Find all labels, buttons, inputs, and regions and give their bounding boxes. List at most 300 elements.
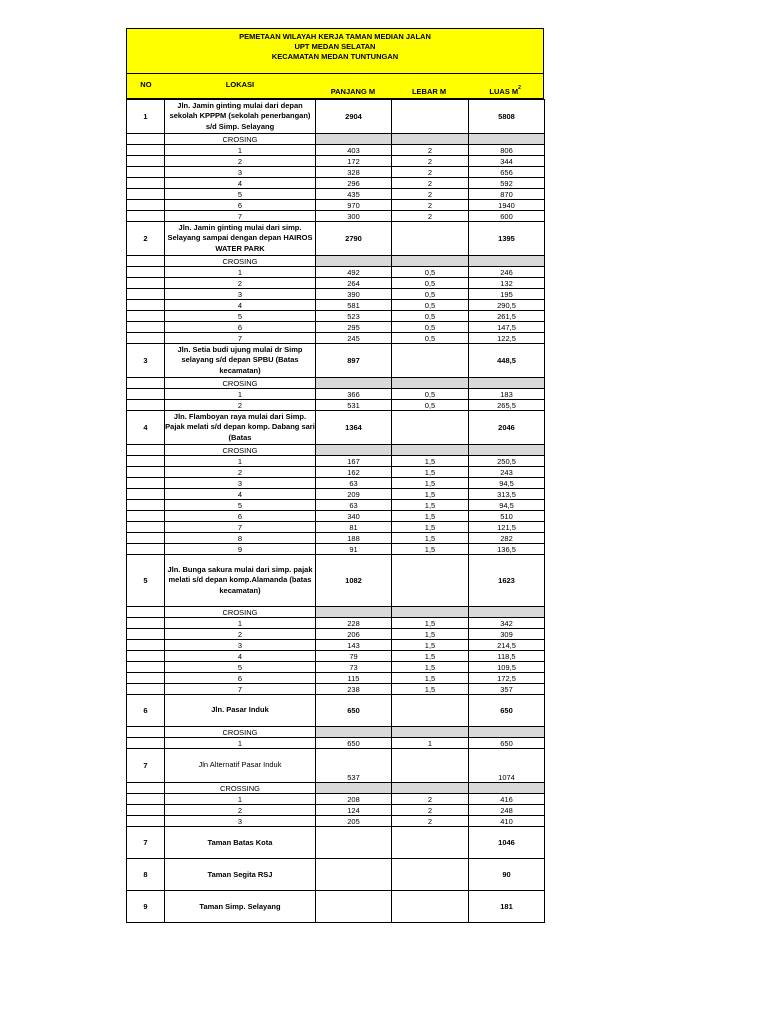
crossing-row-blank <box>127 673 165 684</box>
crossing-number: 9 <box>165 544 316 555</box>
crossing-number: 2 <box>165 629 316 640</box>
crossing-length: 228 <box>316 618 392 629</box>
crossing-width: 2 <box>392 167 469 178</box>
crossing-row <box>127 145 545 156</box>
header-row <box>126 73 544 99</box>
crossing-area: 246 <box>469 267 545 278</box>
crossing-length: 245 <box>316 333 392 344</box>
crossing-row <box>127 156 545 167</box>
crossing-row <box>127 389 545 400</box>
crossing-shade <box>392 134 469 145</box>
crossing-row <box>127 500 545 511</box>
crossing-row-blank <box>127 544 165 555</box>
crossing-number: 7 <box>165 684 316 695</box>
crossing-area: 147,5 <box>469 322 545 333</box>
header-no: NO <box>140 80 152 89</box>
crossing-blank <box>127 256 165 267</box>
crossing-row <box>127 478 545 489</box>
row-number: 4 <box>127 411 165 445</box>
crossing-row <box>127 167 545 178</box>
crossing-row-blank <box>127 267 165 278</box>
area-value: 448,5 <box>469 344 545 378</box>
crossing-row-blank <box>127 738 165 749</box>
location-name: Jln Alternatif Pasar Induk <box>165 749 316 783</box>
crossing-number: 4 <box>165 178 316 189</box>
crossing-length: 340 <box>316 511 392 522</box>
crossing-row <box>127 300 545 311</box>
crossing-row <box>127 522 545 533</box>
crossing-area: 214,5 <box>469 640 545 651</box>
width-value <box>392 695 469 727</box>
crossing-length: 300 <box>316 211 392 222</box>
crossing-width: 2 <box>392 156 469 167</box>
crossing-row <box>127 805 545 816</box>
crossing-shade <box>469 134 545 145</box>
crossing-row <box>127 278 545 289</box>
crossing-row-blank <box>127 816 165 827</box>
park-row <box>127 891 545 923</box>
crossing-row <box>127 629 545 640</box>
crossing-row-blank <box>127 533 165 544</box>
crossing-row-blank <box>127 322 165 333</box>
crossing-number: 6 <box>165 200 316 211</box>
crossing-row-blank <box>127 651 165 662</box>
crossing-number: 1 <box>165 145 316 156</box>
crossing-row <box>127 322 545 333</box>
crossing-length: 492 <box>316 267 392 278</box>
crossing-header-row <box>127 607 545 618</box>
crossing-number: 2 <box>165 400 316 411</box>
data-table <box>126 99 545 923</box>
area-value: 5808 <box>469 100 545 134</box>
crossing-row <box>127 651 545 662</box>
width-value <box>392 827 469 859</box>
crossing-number: 3 <box>165 478 316 489</box>
crossing-area: 132 <box>469 278 545 289</box>
crossing-length: 296 <box>316 178 392 189</box>
crossing-row-blank <box>127 400 165 411</box>
crossing-area: 282 <box>469 533 545 544</box>
length-value: 650 <box>316 695 392 727</box>
length-value: 2904 <box>316 100 392 134</box>
crossing-blank <box>127 134 165 145</box>
crossing-length: 79 <box>316 651 392 662</box>
crossing-number: 4 <box>165 300 316 311</box>
crossing-width: 0,5 <box>392 289 469 300</box>
crossing-row-blank <box>127 333 165 344</box>
row-number: 9 <box>127 891 165 923</box>
crossing-row <box>127 333 545 344</box>
crossing-width: 0,5 <box>392 311 469 322</box>
width-value <box>392 411 469 445</box>
crossing-width: 2 <box>392 794 469 805</box>
section-main-row <box>127 695 545 727</box>
area-value: 1046 <box>469 827 545 859</box>
crossing-row <box>127 178 545 189</box>
crossing-shade <box>316 727 392 738</box>
spreadsheet <box>126 28 544 923</box>
crossing-width: 1,5 <box>392 478 469 489</box>
row-number: 3 <box>127 344 165 378</box>
crossing-number: 3 <box>165 167 316 178</box>
crossing-width: 1,5 <box>392 500 469 511</box>
crossing-number: 8 <box>165 533 316 544</box>
crossing-area: 410 <box>469 816 545 827</box>
length-value: 897 <box>316 344 392 378</box>
location-name: Taman Simp. Selayang <box>165 891 316 923</box>
crossing-length: 209 <box>316 489 392 500</box>
crossing-area: 94,5 <box>469 478 545 489</box>
crossing-shade <box>392 256 469 267</box>
crossing-row <box>127 489 545 500</box>
park-row <box>127 859 545 891</box>
crossing-number: 1 <box>165 618 316 629</box>
crossing-area: 592 <box>469 178 545 189</box>
crossing-area: 309 <box>469 629 545 640</box>
crossing-number: 1 <box>165 738 316 749</box>
section-main-row <box>127 749 545 783</box>
title-block <box>126 28 544 73</box>
crossing-area: 416 <box>469 794 545 805</box>
crossing-row <box>127 456 545 467</box>
crossing-blank <box>127 783 165 794</box>
park-row <box>127 827 545 859</box>
location-name: Taman Batas Kota <box>165 827 316 859</box>
crossing-row <box>127 211 545 222</box>
section-main-row <box>127 411 545 445</box>
crossing-number: 6 <box>165 322 316 333</box>
crossing-length: 206 <box>316 629 392 640</box>
crossing-shade <box>469 445 545 456</box>
crossing-width: 0,5 <box>392 267 469 278</box>
crossing-row-blank <box>127 200 165 211</box>
crossing-header-row <box>127 783 545 794</box>
section-main-row <box>127 222 545 256</box>
width-value <box>392 891 469 923</box>
crossing-row-blank <box>127 456 165 467</box>
crossing-row <box>127 673 545 684</box>
crossing-length: 435 <box>316 189 392 200</box>
crossing-shade <box>392 607 469 618</box>
width-value <box>392 100 469 134</box>
crossing-row <box>127 662 545 673</box>
location-name: Jln. Setia budi ujung mulai dr Simp selayang s/d depan SPBU (Batas kecamatan) <box>165 344 316 378</box>
crossing-area: 243 <box>469 467 545 478</box>
crossing-shade <box>316 378 392 389</box>
crossing-shade <box>316 134 392 145</box>
crossing-length: 390 <box>316 289 392 300</box>
crossing-blank <box>127 727 165 738</box>
crossing-length: 188 <box>316 533 392 544</box>
length-value: 2790 <box>316 222 392 256</box>
area-value: 650 <box>469 695 545 727</box>
crossing-row-blank <box>127 278 165 289</box>
location-name: Jln. Flamboyan raya mulai dari Simp. Pajak melati s/d depan komp. Dabang sari (Batas <box>165 411 316 445</box>
crossing-blank <box>127 607 165 618</box>
crossing-length: 143 <box>316 640 392 651</box>
row-number: 2 <box>127 222 165 256</box>
crossing-length: 366 <box>316 389 392 400</box>
crossing-area: 656 <box>469 167 545 178</box>
crossing-row <box>127 267 545 278</box>
length-value <box>316 827 392 859</box>
crossing-number: 2 <box>165 156 316 167</box>
crossing-width: 0,5 <box>392 300 469 311</box>
crossing-length: 73 <box>316 662 392 673</box>
crossing-width: 1,5 <box>392 684 469 695</box>
crossing-shade <box>469 256 545 267</box>
crossing-width: 1,5 <box>392 533 469 544</box>
header-lebar: LEBAR M <box>411 87 447 96</box>
crossing-number: 4 <box>165 651 316 662</box>
width-value <box>392 344 469 378</box>
crossing-row-blank <box>127 805 165 816</box>
crossing-shade <box>316 607 392 618</box>
area-value: 90 <box>469 859 545 891</box>
crossing-row <box>127 618 545 629</box>
length-value: 1364 <box>316 411 392 445</box>
crossing-width: 0,5 <box>392 389 469 400</box>
crossing-width: 1,5 <box>392 640 469 651</box>
crossing-area: 650 <box>469 738 545 749</box>
crossing-area: 344 <box>469 156 545 167</box>
crossing-area: 342 <box>469 618 545 629</box>
crossing-row-blank <box>127 311 165 322</box>
crossing-label: CROSING <box>165 378 316 389</box>
section-main-row <box>127 100 545 134</box>
crossing-row-blank <box>127 300 165 311</box>
crossing-number: 3 <box>165 640 316 651</box>
crossing-row-blank <box>127 189 165 200</box>
crossing-area: 183 <box>469 389 545 400</box>
location-name: Jln. Bunga sakura mulai dari simp. pajak melati s/d depan komp.Alamanda (batas kecamatan) <box>165 555 316 607</box>
crossing-width: 1,5 <box>392 651 469 662</box>
location-name: Jln. Jamin ginting mulai dari simp. Selayang sampai dengan depan HAIROS WATER PARK <box>165 222 316 256</box>
crossing-row <box>127 816 545 827</box>
crossing-area: 94,5 <box>469 500 545 511</box>
crossing-length: 172 <box>316 156 392 167</box>
crossing-row <box>127 544 545 555</box>
crossing-number: 2 <box>165 467 316 478</box>
crossing-length: 63 <box>316 500 392 511</box>
area-value: 181 <box>469 891 545 923</box>
crossing-area: 121,5 <box>469 522 545 533</box>
crossing-width: 2 <box>392 178 469 189</box>
location-name: Taman Segita RSJ <box>165 859 316 891</box>
width-value <box>392 859 469 891</box>
crossing-length: 970 <box>316 200 392 211</box>
crossing-length: 115 <box>316 673 392 684</box>
row-number: 7 <box>127 827 165 859</box>
crossing-width: 1,5 <box>392 489 469 500</box>
crossing-row-blank <box>127 145 165 156</box>
crossing-length: 205 <box>316 816 392 827</box>
crossing-header-row <box>127 727 545 738</box>
length-value: 537 <box>316 749 392 783</box>
crossing-area: 600 <box>469 211 545 222</box>
row-number: 7 <box>127 749 165 783</box>
crossing-number: 1 <box>165 389 316 400</box>
crossing-area: 250,5 <box>469 456 545 467</box>
crossing-width: 2 <box>392 816 469 827</box>
crossing-area: 357 <box>469 684 545 695</box>
crossing-label: CROSING <box>165 727 316 738</box>
crossing-number: 5 <box>165 500 316 511</box>
crossing-width: 1,5 <box>392 673 469 684</box>
crossing-number: 5 <box>165 311 316 322</box>
crossing-number: 3 <box>165 289 316 300</box>
crossing-row <box>127 794 545 805</box>
crossing-blank <box>127 378 165 389</box>
crossing-width: 2 <box>392 211 469 222</box>
crossing-row-blank <box>127 467 165 478</box>
crossing-width: 2 <box>392 805 469 816</box>
crossing-row-blank <box>127 389 165 400</box>
crossing-row-blank <box>127 618 165 629</box>
crossing-area: 265,5 <box>469 400 545 411</box>
crossing-area: 122,5 <box>469 333 545 344</box>
crossing-number: 7 <box>165 522 316 533</box>
crossing-row-blank <box>127 489 165 500</box>
crossing-length: 167 <box>316 456 392 467</box>
crossing-row <box>127 738 545 749</box>
crossing-area: 510 <box>469 511 545 522</box>
header-panjang: PANJANG M <box>330 87 376 96</box>
crossing-width: 1,5 <box>392 662 469 673</box>
crossing-row <box>127 511 545 522</box>
crossing-header-row <box>127 134 545 145</box>
crossing-row-blank <box>127 167 165 178</box>
crossing-area: 136,5 <box>469 544 545 555</box>
crossing-length: 581 <box>316 300 392 311</box>
crossing-area: 195 <box>469 289 545 300</box>
crossing-row-blank <box>127 511 165 522</box>
title-line-3: KECAMATAN MEDAN TUNTUNGAN <box>271 52 399 61</box>
crossing-width: 0,5 <box>392 278 469 289</box>
crossing-length: 208 <box>316 794 392 805</box>
location-name: Jln. Jamin ginting mulai dari depan sekolah KPPPM (sekolah penerbangan) s/d Simp. Selayang <box>165 100 316 134</box>
crossing-length: 264 <box>316 278 392 289</box>
area-value: 1623 <box>469 555 545 607</box>
crossing-shade <box>392 378 469 389</box>
row-number: 8 <box>127 859 165 891</box>
crossing-area: 118,5 <box>469 651 545 662</box>
crossing-area: 290,5 <box>469 300 545 311</box>
crossing-shade <box>469 727 545 738</box>
title-line-2: UPT MEDAN SELATAN <box>294 42 376 51</box>
crossing-width: 0,5 <box>392 322 469 333</box>
crossing-label: CROSING <box>165 256 316 267</box>
crossing-shade <box>316 783 392 794</box>
crossing-width: 2 <box>392 200 469 211</box>
crossing-row-blank <box>127 211 165 222</box>
crossing-length: 403 <box>316 145 392 156</box>
area-value: 2046 <box>469 411 545 445</box>
crossing-row <box>127 200 545 211</box>
crossing-number: 6 <box>165 511 316 522</box>
crossing-number: 1 <box>165 794 316 805</box>
crossing-row-blank <box>127 662 165 673</box>
area-value: 1395 <box>469 222 545 256</box>
title-line-1: PEMETAAN WILAYAH KERJA TAMAN MEDIAN JALAN <box>239 32 431 41</box>
row-number: 6 <box>127 695 165 727</box>
crossing-shade <box>392 727 469 738</box>
crossing-number: 5 <box>165 662 316 673</box>
crossing-row <box>127 289 545 300</box>
crossing-length: 162 <box>316 467 392 478</box>
crossing-number: 7 <box>165 211 316 222</box>
crossing-row <box>127 640 545 651</box>
crossing-width: 2 <box>392 145 469 156</box>
crossing-area: 261,5 <box>469 311 545 322</box>
crossing-length: 91 <box>316 544 392 555</box>
crossing-width: 1,5 <box>392 629 469 640</box>
crossing-number: 5 <box>165 189 316 200</box>
crossing-row <box>127 467 545 478</box>
crossing-length: 295 <box>316 322 392 333</box>
crossing-label: CROSING <box>165 134 316 145</box>
crossing-width: 0,5 <box>392 400 469 411</box>
crossing-width: 1,5 <box>392 456 469 467</box>
crossing-row-blank <box>127 478 165 489</box>
length-value: 1082 <box>316 555 392 607</box>
area-value: 1074 <box>469 749 545 783</box>
crossing-label: CROSING <box>165 445 316 456</box>
crossing-row-blank <box>127 500 165 511</box>
crossing-length: 124 <box>316 805 392 816</box>
crossing-shade <box>392 445 469 456</box>
crossing-row-blank <box>127 178 165 189</box>
crossing-blank <box>127 445 165 456</box>
crossing-length: 238 <box>316 684 392 695</box>
crossing-area: 806 <box>469 145 545 156</box>
crossing-row-blank <box>127 684 165 695</box>
crossing-label: CROSING <box>165 607 316 618</box>
crossing-length: 328 <box>316 167 392 178</box>
section-main-row <box>127 555 545 607</box>
crossing-number: 2 <box>165 278 316 289</box>
width-value <box>392 555 469 607</box>
crossing-row-blank <box>127 640 165 651</box>
crossing-number: 4 <box>165 489 316 500</box>
crossing-shade <box>469 378 545 389</box>
row-number: 5 <box>127 555 165 607</box>
crossing-shade <box>316 256 392 267</box>
row-number: 1 <box>127 100 165 134</box>
crossing-length: 523 <box>316 311 392 322</box>
crossing-width: 1,5 <box>392 544 469 555</box>
crossing-number: 2 <box>165 805 316 816</box>
crossing-length: 81 <box>316 522 392 533</box>
crossing-number: 1 <box>165 456 316 467</box>
crossing-shade <box>469 607 545 618</box>
crossing-length: 531 <box>316 400 392 411</box>
crossing-label: CROSSING <box>165 783 316 794</box>
crossing-number: 6 <box>165 673 316 684</box>
crossing-row <box>127 684 545 695</box>
crossing-length: 63 <box>316 478 392 489</box>
length-value <box>316 859 392 891</box>
header-luas: LUAS $M^2$ <box>489 85 521 96</box>
crossing-width: 1 <box>392 738 469 749</box>
header-lokasi: LOKASI <box>225 80 255 89</box>
crossing-width: 0,5 <box>392 333 469 344</box>
crossing-area: 172,5 <box>469 673 545 684</box>
crossing-row <box>127 533 545 544</box>
crossing-area: 313,5 <box>469 489 545 500</box>
crossing-width: 1,5 <box>392 522 469 533</box>
location-name: Jln. Pasar Induk <box>165 695 316 727</box>
